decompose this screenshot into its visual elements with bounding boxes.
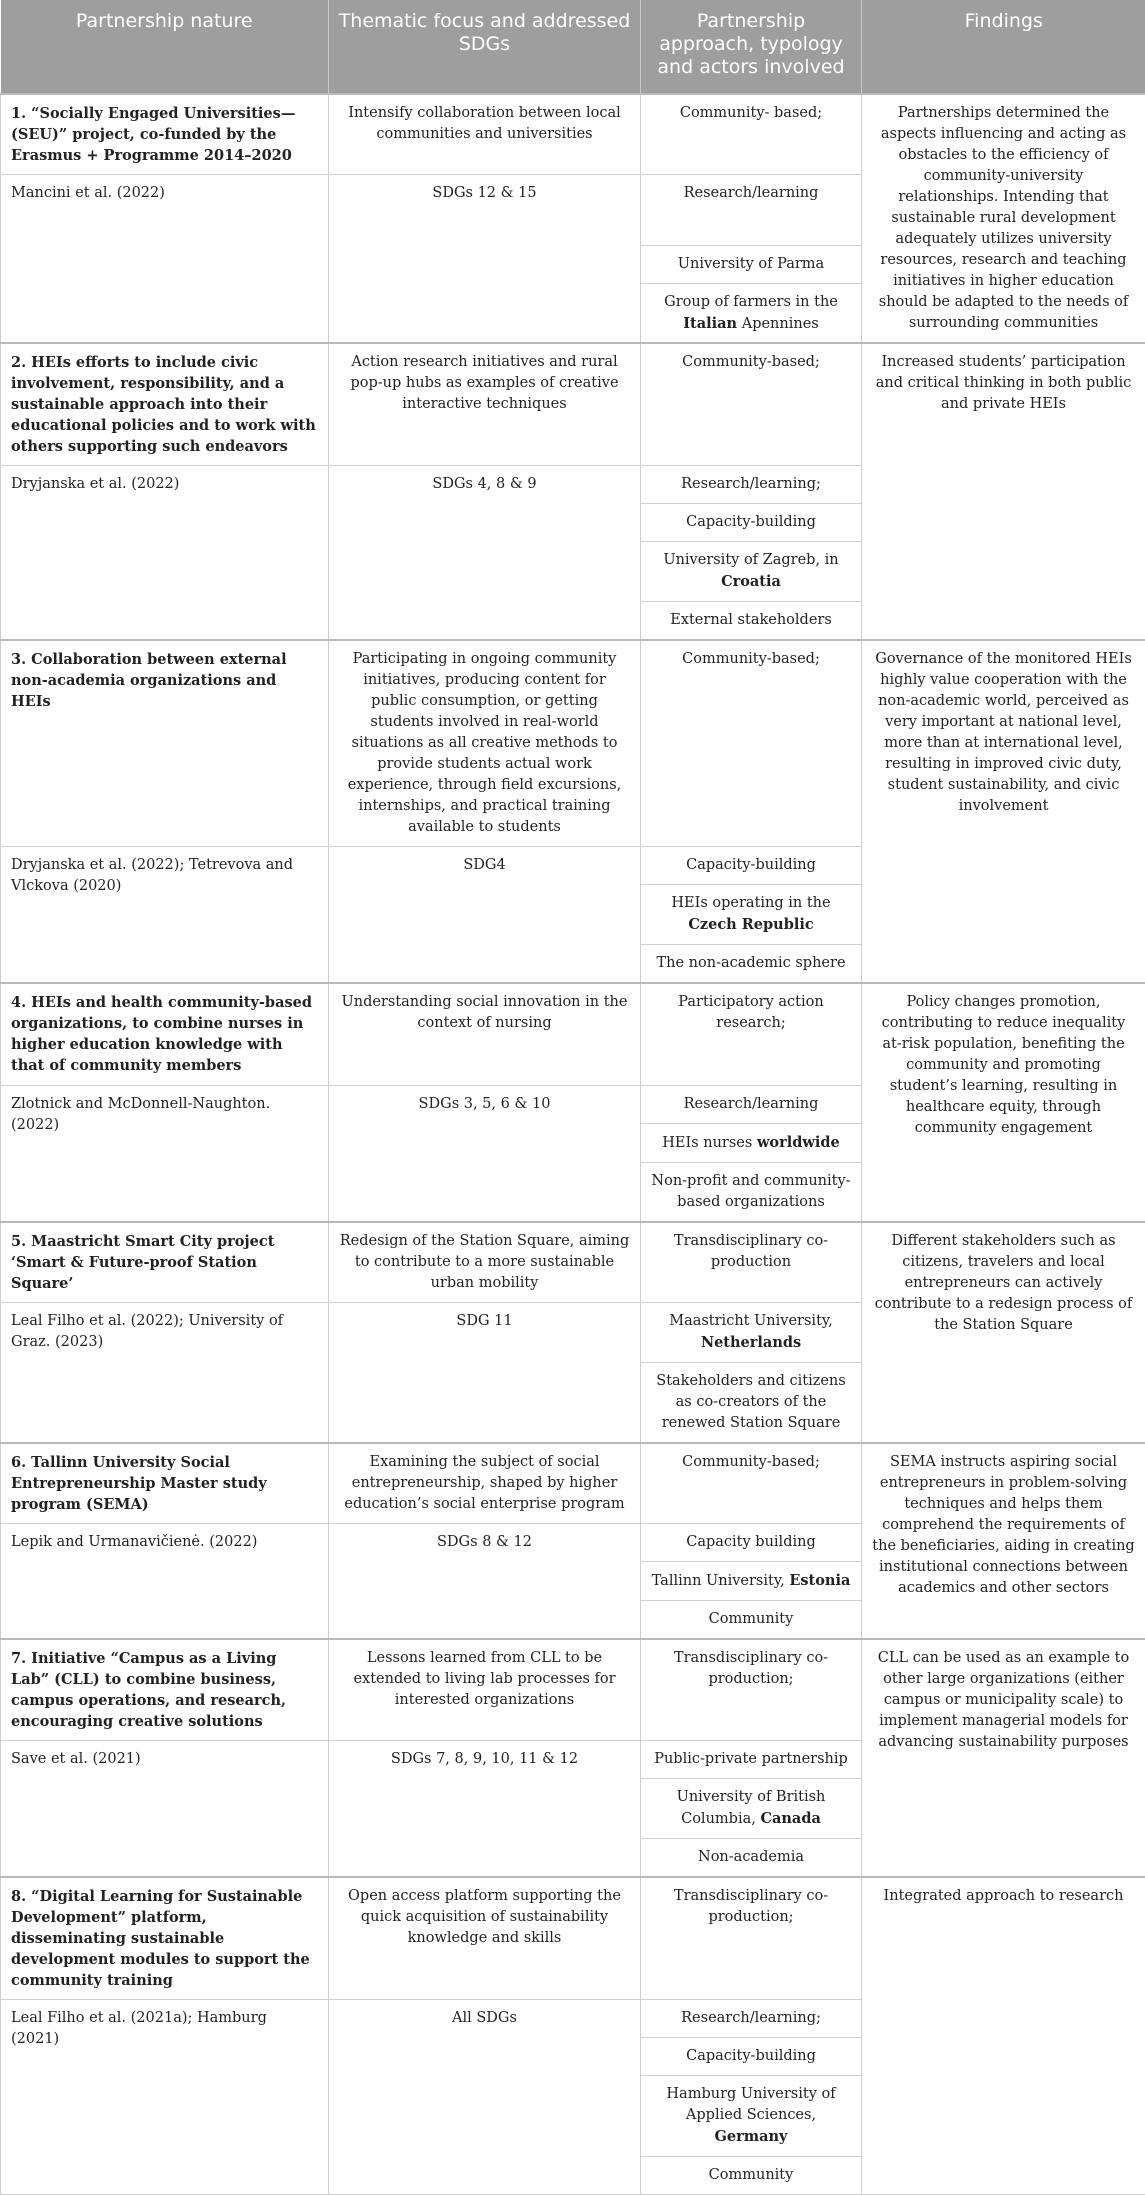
citation: Zlotnick and McDonnell-Naughton. (2022) <box>1 1085 329 1222</box>
findings-text: Partnerships determined the aspects influencing and acting as obstacles to the efficiency of community-university relationships. Intending that sustainable rural development adequately utilizes university resources, research and teaching initiatives in higher education should be adapted to the needs of surrounding communities <box>862 94 1145 343</box>
approach-item: Research/learning; <box>641 1999 862 2037</box>
header-partnership-approach: Partnership approach, typology and actors involved <box>641 0 862 94</box>
approach-item <box>641 1123 862 1162</box>
sdgs: SDGs 3, 5, 6 & 10 <box>329 1085 641 1222</box>
approach-item: Community-based; <box>641 343 862 466</box>
table-row <box>1 1222 1145 1303</box>
approach-item: Transdisciplinary co-production; <box>641 1877 862 2000</box>
sdgs: SDGs 4, 8 & 9 <box>329 466 641 641</box>
approach-item: External stakeholders <box>641 602 862 641</box>
findings-text: CLL can be used as an example to other large organizations (either campus or municipality scale) to implement managerial models for advancing sustainability purposes <box>862 1639 1145 1877</box>
header-findings: Findings <box>862 0 1145 94</box>
partnership-title: 1. “Socially Engaged Universities—(SEU)” project, co-funded by the Erasmus + Programme 2014–2020 <box>1 94 329 175</box>
table-row <box>1 1639 1145 1741</box>
approach-item: Capacity building <box>641 1523 862 1561</box>
findings-text: Increased students’ participation and critical thinking in both public and private HEIs <box>862 343 1145 640</box>
thematic-focus: Open access platform supporting the quick acquisition of sustainability knowledge and skills <box>329 1877 641 2000</box>
citation: Leal Filho et al. (2021a); Hamburg (2021) <box>1 1999 329 2194</box>
text-fragment: HEIs operating in the <box>671 895 830 911</box>
approach-item <box>641 885 862 945</box>
approach-item <box>641 2075 862 2156</box>
approach-item <box>641 1778 862 1838</box>
approach-item: Research/learning <box>641 1085 862 1123</box>
partnership-title: 4. HEIs and health community-based organizations, to combine nurses in higher education knowledge with that of community members <box>1 983 329 1085</box>
text-fragment: Hamburg University of Applied Sciences, <box>666 2086 835 2123</box>
text-fragment: Tallinn University, <box>652 1573 790 1589</box>
findings-text: Governance of the monitored HEIs highly value cooperation with the non-academic world, perceived as very important at national level, more than at international level, resulting in improved civic duty, student sustainability, and civic involvement <box>862 640 1145 983</box>
approach-item: Public-private partnership <box>641 1740 862 1778</box>
thematic-focus: Redesign of the Station Square, aiming to contribute to a more sustainable urban mobility <box>329 1222 641 1303</box>
findings-text: Different stakeholders such as citizens, travelers and local entrepreneurs can actively contribute to a redesign process of the Station Square <box>862 1222 1145 1443</box>
sdgs: SDGs 8 & 12 <box>329 1523 641 1639</box>
text-fragment: HEIs nurses <box>662 1135 757 1151</box>
sdgs: SDG 11 <box>329 1302 641 1443</box>
thematic-focus: Participating in ongoing community initiatives, producing content for public consumption, or getting students involved in real-world situations as all creative methods to provide students actual work experience, through field excursions, internships, and practical training available to students <box>329 640 641 847</box>
findings-text: Integrated approach to research <box>862 1877 1145 2195</box>
approach-item: Community <box>641 2156 862 2194</box>
country-name: Canada <box>760 1810 820 1827</box>
thematic-focus: Intensify collaboration between local communities and universities <box>329 94 641 175</box>
partnership-title: 2. HEIs efforts to include civic involvement, responsibility, and a sustainable approach into their educational policies and to work with others supporting such endeavors <box>1 343 329 466</box>
approach-item <box>641 283 862 343</box>
findings-text: SEMA instructs aspiring social entrepreneurs in problem-solving techniques and helps them comprehend the requirements of the beneficiaries, aiding in creating institutional connections between academics and other sectors <box>862 1443 1145 1639</box>
table-row <box>1 1877 1145 2000</box>
country-name: Netherlands <box>701 1334 801 1351</box>
table-row <box>1 983 1145 1085</box>
approach-item: Community- based; <box>641 94 862 175</box>
findings-text: Policy changes promotion, contributing to reduce inequality at-risk population, benefiting the community and promoting student’s learning, resulting in healthcare equity, through community engagement <box>862 983 1145 1222</box>
thematic-focus: Action research initiatives and rural pop-up hubs as examples of creative interactive techniques <box>329 343 641 466</box>
partnership-title: 8. “Digital Learning for Sustainable Development” platform, disseminating sustainable development modules to support the community training <box>1 1877 329 2000</box>
approach-item: University of Parma <box>641 245 862 283</box>
header-row <box>1 0 1145 94</box>
approach-item: Stakeholders and citizens as co-creators of the renewed Station Square <box>641 1362 862 1443</box>
thematic-focus: Examining the subject of social entrepreneurship, shaped by higher education’s social enterprise program <box>329 1443 641 1524</box>
partnership-title: 5. Maastricht Smart City project ‘Smart & Future-proof Station Square’ <box>1 1222 329 1303</box>
approach-item: Capacity-building <box>641 504 862 542</box>
partnership-title: 3. Collaboration between external non-academia organizations and HEIs <box>1 640 329 847</box>
citation: Save et al. (2021) <box>1 1740 329 1877</box>
thematic-focus: Understanding social innovation in the context of nursing <box>329 983 641 1085</box>
citation: Mancini et al. (2022) <box>1 175 329 344</box>
country-name: Estonia <box>789 1572 850 1589</box>
approach-item: Transdisciplinary co-production <box>641 1222 862 1303</box>
citation: Dryjanska et al. (2022) <box>1 466 329 641</box>
text-fragment: Apennines <box>737 316 819 332</box>
citation: Dryjanska et al. (2022); Tetrevova and Vlckova (2020) <box>1 847 329 984</box>
approach-item: Research/learning; <box>641 466 862 504</box>
sdgs: SDGs 7, 8, 9, 10, 11 & 12 <box>329 1740 641 1877</box>
text-fragment: University of Zagreb, in <box>663 552 838 568</box>
partnership-title: 7. Initiative “Campus as a Living Lab” (CLL) to combine business, campus operations, and research, encouraging creative solutions <box>1 1639 329 1741</box>
text-fragment: Maastricht University, <box>669 1313 833 1329</box>
table-header <box>1 0 1145 94</box>
country-name: Italian <box>683 315 737 332</box>
header-thematic-focus: Thematic focus and addressed SDGs <box>329 0 641 94</box>
approach-item: Community-based; <box>641 640 862 847</box>
approach-item: Non-academia <box>641 1838 862 1877</box>
scope-word: worldwide <box>757 1134 840 1151</box>
table-row <box>1 1443 1145 1524</box>
approach-item <box>641 1561 862 1600</box>
approach-item: Capacity-building <box>641 2037 862 2075</box>
table-row <box>1 343 1145 466</box>
approach-item: The non-academic sphere <box>641 945 862 984</box>
sdgs: All SDGs <box>329 1999 641 2194</box>
text-fragment: University of British Columbia, <box>677 1789 826 1827</box>
sdgs: SDG4 <box>329 847 641 984</box>
text-fragment: Group of farmers in the <box>664 294 838 310</box>
sdgs: SDGs 12 & 15 <box>329 175 641 344</box>
thematic-focus: Lessons learned from CLL to be extended to living lab processes for interested organizations <box>329 1639 641 1741</box>
table-row <box>1 640 1145 847</box>
approach-item <box>641 1302 862 1362</box>
header-partnership-nature: Partnership nature <box>1 0 329 94</box>
approach-item: Community-based; <box>641 1443 862 1524</box>
approach-item: Transdisciplinary co-production; <box>641 1639 862 1741</box>
approach-item: Community <box>641 1600 862 1639</box>
country-name: Germany <box>715 2128 788 2145</box>
approach-item <box>641 542 862 602</box>
country-name: Czech Republic <box>688 916 813 933</box>
approach-item: Participatory action research; <box>641 983 862 1085</box>
table-row <box>1 94 1145 175</box>
approach-item: Research/learning <box>641 175 862 246</box>
citation: Leal Filho et al. (2022); University of Graz. (2023) <box>1 1302 329 1443</box>
country-name: Croatia <box>721 573 781 590</box>
partnership-title: 6. Tallinn University Social Entrepreneurship Master study program (SEMA) <box>1 1443 329 1524</box>
citation: Lepik and Urmanavičienė. (2022) <box>1 1523 329 1639</box>
approach-item: Capacity-building <box>641 847 862 885</box>
approach-item: Non-profit and community-based organizations <box>641 1162 862 1222</box>
